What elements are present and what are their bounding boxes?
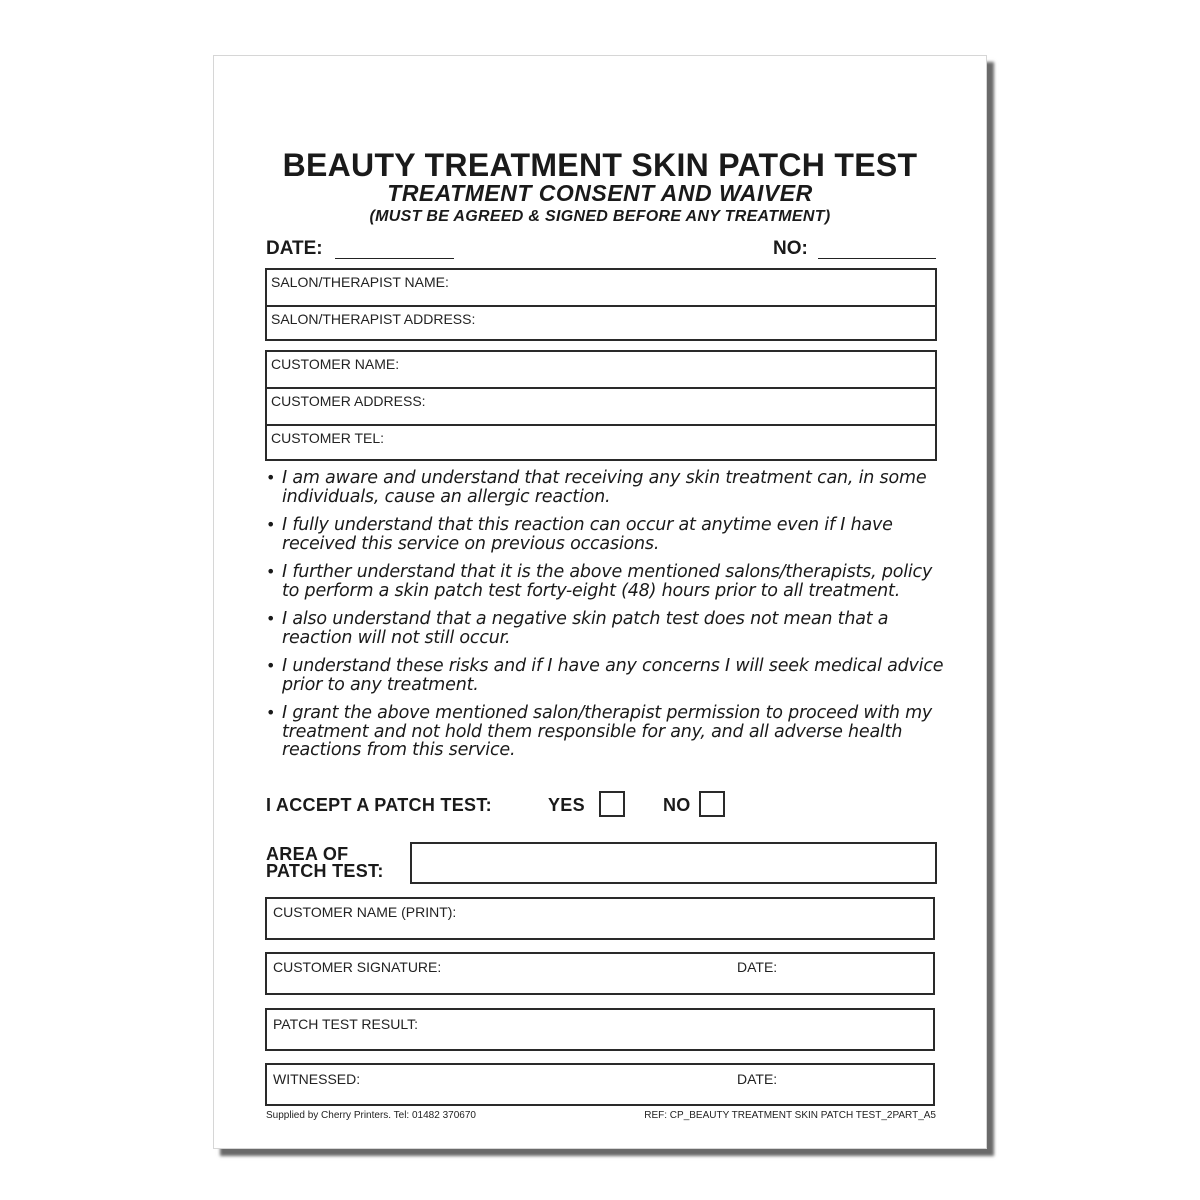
bullet-icon: •	[266, 609, 276, 628]
statement-text: I also understand that a negative skin patch test does not mean that a reaction will not still occur.	[282, 609, 889, 648]
bullet-icon: •	[266, 468, 276, 487]
form-title: BEAUTY TREATMENT SKIN PATCH TEST	[282, 147, 918, 183]
signature-date-label: DATE:	[737, 959, 778, 975]
statement-text: I am aware and understand that receiving any skin treatment can, in some individuals, cause an allergic reaction.	[282, 468, 927, 507]
no-checkbox[interactable]	[699, 791, 725, 817]
form-subtitle: TREATMENT CONSENT AND WAIVER	[387, 180, 813, 206]
statement-text: I understand these risks and if I have any concerns I will seek medical advice prior to any treatment.	[282, 656, 944, 695]
date-line[interactable]	[335, 258, 454, 259]
customer-name-field[interactable]	[267, 352, 935, 389]
witnessed-date-label: DATE:	[737, 1071, 778, 1087]
number-label: NO:	[773, 238, 808, 259]
area-label-line2: PATCH TEST:	[266, 861, 384, 881]
customer-tel-field[interactable]	[267, 426, 935, 461]
customer-box	[265, 350, 937, 461]
signature-label: CUSTOMER SIGNATURE:	[273, 959, 442, 975]
list-item	[266, 469, 946, 506]
witnessed-label: WITNESSED:	[273, 1071, 361, 1087]
list-item	[266, 610, 946, 647]
form-note: (MUST BE AGREED & SIGNED BEFORE ANY TREATMENT)	[369, 208, 831, 225]
no-label: NO	[663, 795, 691, 815]
salon-address-field[interactable]	[267, 307, 935, 341]
yes-checkbox[interactable]	[599, 791, 625, 817]
print-name-label: CUSTOMER NAME (PRINT):	[273, 904, 457, 920]
witnessed-field[interactable]	[265, 1063, 935, 1106]
statement-text: I further understand that it is the above mentioned salons/therapists, policy to perform a skin patch test forty-eight (48) hours prior to all treatment.	[282, 562, 933, 601]
date-label: DATE:	[266, 238, 323, 259]
salon-address-label: SALON/THERAPIST ADDRESS:	[271, 311, 476, 327]
number-line[interactable]	[818, 258, 936, 259]
bullet-icon: •	[266, 562, 276, 581]
print-name-field[interactable]	[265, 897, 935, 940]
consent-statements	[266, 469, 946, 770]
bullet-icon: •	[266, 703, 276, 722]
statement-text: I grant the above mentioned salon/therapist permission to proceed with my treatment and not hold them responsible for any, and all adverse health reactions from this service.	[282, 703, 933, 760]
form-sheet	[213, 55, 987, 1149]
bullet-icon: •	[266, 515, 276, 534]
customer-address-label: CUSTOMER ADDRESS:	[271, 393, 426, 409]
accept-label: I ACCEPT A PATCH TEST:	[266, 795, 492, 815]
list-item	[266, 704, 946, 760]
customer-tel-label: CUSTOMER TEL:	[271, 430, 385, 446]
signature-field[interactable]	[265, 952, 935, 995]
list-item	[266, 657, 946, 694]
result-field[interactable]	[265, 1008, 935, 1051]
list-item	[266, 516, 946, 553]
supplier-text: Supplied by Cherry Printers. Tel: 01482 370670	[266, 1110, 476, 1121]
statement-text: I fully understand that this reaction can occur at anytime even if I have received this service on previous occasions.	[282, 515, 893, 554]
result-label: PATCH TEST RESULT:	[273, 1016, 418, 1032]
area-field[interactable]	[410, 842, 937, 884]
salon-name-field[interactable]	[267, 270, 935, 307]
bullet-icon: •	[266, 656, 276, 675]
salon-name-label: SALON/THERAPIST NAME:	[271, 274, 449, 290]
customer-name-label: CUSTOMER NAME:	[271, 356, 400, 372]
customer-address-field[interactable]	[267, 389, 935, 426]
area-label	[266, 846, 384, 880]
yes-label: YES	[548, 795, 585, 815]
salon-box	[265, 268, 937, 341]
reference-text: REF: CP_BEAUTY TREATMENT SKIN PATCH TEST_2PART_A5	[644, 1110, 936, 1121]
area-label-line1: AREA OF	[266, 844, 349, 864]
list-item	[266, 563, 946, 600]
